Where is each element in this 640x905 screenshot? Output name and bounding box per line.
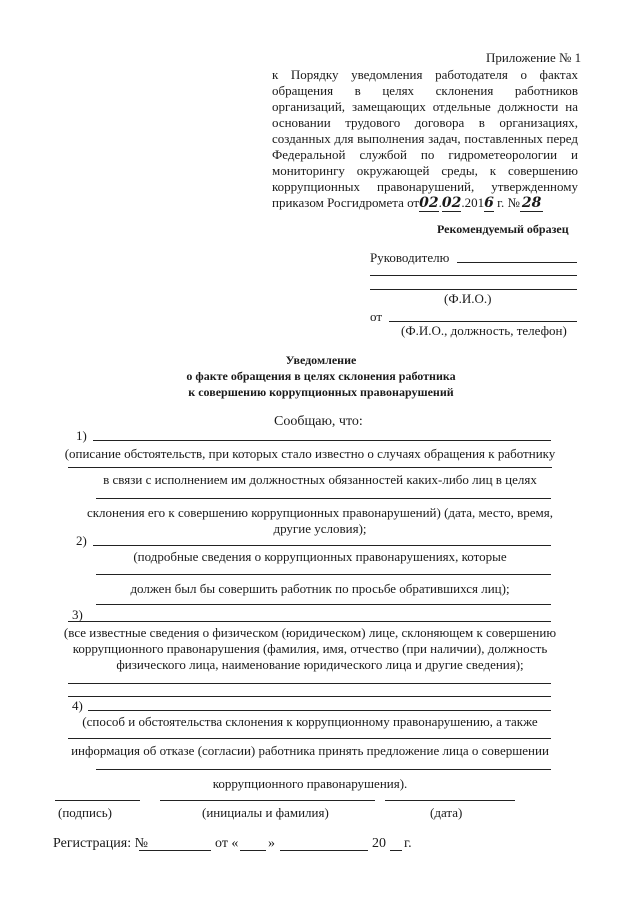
item-2-caption-2: должен был бы совершить работник по просьбе обратившихся лиц); xyxy=(130,581,510,596)
item-3-line-1 xyxy=(68,621,551,622)
registration-day-line xyxy=(240,850,266,851)
order-date-dot: . xyxy=(438,195,442,210)
item-2-caption-1: (подробные сведения о коррупционных правонарушениях, которые xyxy=(133,549,507,564)
heading-title: Уведомление xyxy=(285,353,357,367)
signature-caption: (подпись) xyxy=(58,805,112,820)
appendix-line-8: коррупционных правонарушений, утвержденному xyxy=(272,179,578,194)
to-line-2 xyxy=(370,275,577,276)
from-caption: (Ф.И.О., должность, телефон) xyxy=(401,323,567,338)
item-2-line-3 xyxy=(96,604,551,605)
item-1-line-1 xyxy=(93,440,551,441)
to-line-3 xyxy=(370,289,577,290)
appendix-line-2: обращения в целях склонения работников xyxy=(272,83,578,98)
sample-label: Рекомендуемый образец xyxy=(437,222,569,236)
item-1-caption-1: (описание обстоятельств, при которых стало известно о случаях обращения к работнику xyxy=(64,446,556,461)
fio-caption: (Ф.И.О.) xyxy=(444,291,492,306)
item-1-caption-4: другие условия); xyxy=(273,521,367,536)
order-date-year-prefix: .201 xyxy=(461,195,485,210)
date-line xyxy=(385,800,515,801)
item-1-line-3 xyxy=(96,498,551,499)
appendix-line-5: созданных для выполнения задач, поставленных перед xyxy=(272,131,578,146)
item-1-caption-3: склонения его к совершению коррупционных правонарушений) (дата, место, время, xyxy=(86,505,554,520)
appendix-title: Приложение № 1 xyxy=(486,50,582,65)
initials-line xyxy=(160,800,375,801)
item-4-number: 4) xyxy=(72,698,83,713)
to-line-1 xyxy=(457,262,577,263)
item-4-line-1 xyxy=(88,710,551,711)
order-date-day: 02 xyxy=(419,195,439,211)
intro-text: Сообщаю, что: xyxy=(274,414,363,429)
item-2-line-1 xyxy=(93,545,551,546)
registration-quote-close: » xyxy=(268,836,275,851)
from-label: от xyxy=(370,309,383,324)
item-3-caption-2: коррупционного правонарушения (фамилия, имя, отчество (при наличии), должность xyxy=(72,641,548,656)
item-1-line-2 xyxy=(68,467,552,468)
item-2-number: 2) xyxy=(76,533,87,548)
registration-number-line xyxy=(139,850,211,851)
registration-year-suffix: г. xyxy=(404,836,412,851)
item-3-line-2 xyxy=(68,683,551,684)
appendix-line-4: основании трудового договора в организациях, xyxy=(272,115,578,130)
item-3-line-3 xyxy=(68,696,551,697)
item-3-caption-3: физического лица, наименование юридического лица и другие сведения); xyxy=(116,657,524,672)
appendix-line-3: организаций, замещающих отдельные должности на xyxy=(272,99,578,114)
to-label: Руководителю xyxy=(370,250,450,265)
initials-caption: (инициалы и фамилия) xyxy=(202,805,329,820)
appendix-order-line xyxy=(272,195,543,211)
registration-label: Регистрация: № xyxy=(53,836,148,851)
item-1-number: 1) xyxy=(76,428,87,443)
item-4-caption-1: (способ и обстоятельства склонения к коррупционному правонарушению, а также xyxy=(82,714,538,729)
order-number-prefix: г. № xyxy=(493,195,520,210)
item-4-caption-2: информация об отказе (согласии) работника принять предложение лица о совершении xyxy=(71,743,549,758)
from-line xyxy=(389,321,577,322)
order-number: 28 xyxy=(521,195,542,211)
item-4-line-2 xyxy=(68,738,551,739)
date-caption: (дата) xyxy=(430,805,463,820)
heading-line-3: к совершению коррупционных правонарушений xyxy=(188,385,454,399)
appendix-line-7: мониторингу окружающей среды, к совершению xyxy=(272,163,578,178)
item-3-caption-1: (все известные сведения о физическом (юридическом) лице, склоняющем к совершению xyxy=(63,625,557,640)
order-date-month: 02 xyxy=(441,195,462,211)
appendix-line-1: к Порядку уведомления работодателя о фактах xyxy=(272,67,578,82)
order-date-year-digit: 6 xyxy=(484,195,494,211)
registration-year-prefix: 20 xyxy=(372,836,386,851)
item-2-line-2 xyxy=(96,574,551,575)
item-4-caption-3: коррупционного правонарушения). xyxy=(212,776,408,791)
appendix-line-6: Федеральной службой по гидрометеорологии и xyxy=(272,147,578,162)
registration-from-label: от « xyxy=(215,836,239,851)
registration-month-line xyxy=(280,850,368,851)
item-4-line-3 xyxy=(96,769,551,770)
item-1-caption-2: в связи с исполнением им должностных обязанностей каких-либо лиц в целях xyxy=(103,472,537,487)
signature-line xyxy=(55,800,140,801)
item-3-number: 3) xyxy=(72,607,83,622)
order-prefix: приказом Росгидромета от xyxy=(272,195,420,210)
registration-year-line xyxy=(390,850,402,851)
heading-line-2: о факте обращения в целях склонения работника xyxy=(186,369,456,383)
